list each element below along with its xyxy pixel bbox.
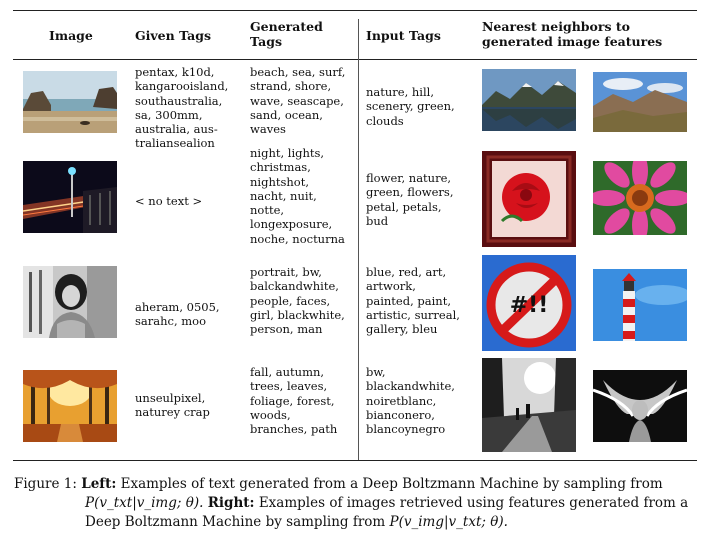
table-bottom-rule [13,460,697,461]
caption-figure-number: Figure 1: [14,476,77,492]
row1-beach-image [23,71,117,133]
header-image: Image [49,28,93,43]
header-nearest-neighbors: Nearest neighbors to generated image features [482,19,663,49]
row1-generated-tags: beach, sea, surf, strand, shore, wave, seascape, sand, ocean, waves [250,65,346,137]
row2-given-tags: < no text > [135,194,203,208]
table-header-rule [13,59,697,60]
row3-neighbor-prohibition-sign [482,255,576,351]
caption-right-label: Right: [207,495,255,511]
row4-autumn-forest-image [23,370,117,442]
row4-input-tags: bw, blackandwhite, noiretblanc, bianconero, blancoynegro [366,365,455,437]
row2-neighbor-pink-flower [593,161,687,235]
caption-line-3 [14,513,704,532]
sign-text: #!! [509,293,549,318]
column-divider [358,19,359,460]
caption-right-text: Examples of images retrieved using features generated from a [258,495,689,511]
table-top-rule [13,10,697,11]
caption-line-2 [14,494,704,513]
row3-input-tags: blue, red, art, artwork, painted, paint, artistic, surreal, gallery, bleu [366,265,460,337]
row3-bw-portrait-image [23,266,117,338]
caption-formula-2: P(v_img|v_txt; θ). [389,514,508,530]
caption-left-text: Examples of text generated from a Deep Boltzmann Machine by sampling from [120,476,663,492]
row3-given-tags: aheram, 0505, sarahc, moo [135,300,220,329]
caption-line3-text: Deep Boltzmann Machine by sampling from [85,514,386,530]
header-input-tags: Input Tags [366,28,441,43]
figure-caption [14,475,704,532]
header-generated-tags: Generated Tags [250,19,323,49]
row3-neighbor-lighthouse [593,269,687,341]
row1-given-tags: pentax, k10d, kangarooisland, southaustralia, sa, 300mm, australia, aus- traliansealion [135,65,229,151]
row1-input-tags: nature, hill, scenery, green, clouds [366,85,455,128]
row4-generated-tags: fall, autumn, trees, leaves, foliage, forest, woods, branches, path [250,365,338,437]
row4-neighbor-bw-figure [593,370,687,442]
row2-neighbor-red-rose [482,151,576,247]
row1-neighbor-green-hills [593,72,687,132]
row4-given-tags: unseulpixel, naturey crap [135,391,210,420]
row2-night-scene-image [23,161,117,233]
row3-generated-tags: portrait, bw, balckandwhite, people, faces, girl, blackwhite, person, man [250,265,345,337]
caption-left-label: Left: [81,476,117,492]
row2-input-tags: flower, nature, green, flowers, petal, petals, bud [366,171,454,228]
header-given-tags: Given Tags [135,28,212,43]
caption-formula-1: P(v_txt|v_img; θ). [85,495,204,511]
row1-neighbor-mountain-lake [482,69,576,131]
row2-generated-tags: night, lights, christmas, nightshot, nacht, nuit, notte, longexposure, noche, nocturna [250,146,345,246]
row4-neighbor-bw-street [482,358,576,452]
